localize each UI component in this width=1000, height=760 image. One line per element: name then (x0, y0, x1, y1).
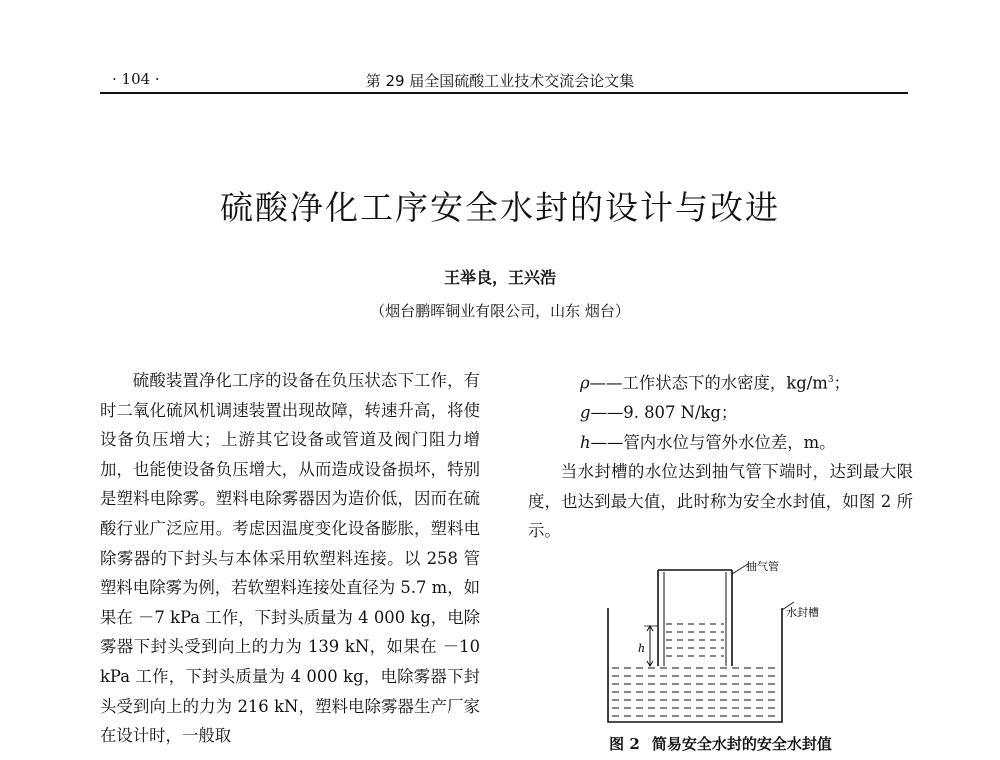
symbol-desc: ——9. 807 N/kg； (590, 403, 738, 423)
figure-number: 图 2 (609, 735, 640, 753)
paper-affiliation: （烟台鹏晖铜业有限公司，山东 烟台） (370, 302, 630, 320)
paper-title: 硫酸净化工序安全水封的设计与改进 (220, 188, 780, 227)
water-in-pipe (666, 624, 724, 656)
symbol-desc: ——管内水位与管外水位差，m。 (590, 432, 836, 452)
symbol-definition-g (528, 398, 913, 428)
water-in-tank (612, 668, 778, 716)
body-paragraph: 当水封槽的水位达到抽气管下端时，达到最大限度，也达到最大值，此时称为安全水封值，如图 2 所示。 (528, 462, 913, 541)
page-number: · 104 · (112, 70, 160, 88)
body-paragraph: 硫酸装置净化工序的设备在负压状态下工作，有时二氧化硫风机调速装置出现故障，转速升高，将使设备负压增大；上游其它设备或管道及阀门阻力增加，也能使设备负压增大，从而造成设备损坏，特别是塑料电除雾。塑料电除雾器因为造价低，因而在硫酸行业广泛应用。考虑因温度变化设备膨胀，塑料电除雾器的下封头与本体采用软塑料连接。以 258 管塑料电除雾为例，若软塑料连接处直径为 5.7 m，如果在 －7 kPa 工作，下封头质量为 4 000 kg，电除雾器下封头受到向上的力为 139 kN，如果在 －10 kPa 工作，下封头质量为 4 000 kg，电除雾器下封头受到向上的力为 216 kN，塑料电除雾器生产厂家在设计时，一般取 (100, 371, 480, 746)
symbol-definition-rho (528, 366, 913, 398)
tank-label: 水封槽 (786, 606, 819, 619)
right-column (528, 366, 913, 546)
symbol-definition-h (528, 428, 913, 458)
symbol-desc: ——工作状态下的水密度，kg/m (589, 373, 828, 393)
water-seal-diagram (600, 560, 820, 730)
symbol: ρ (580, 373, 590, 393)
paper-authors: 王举良，王兴浩 (443, 268, 556, 287)
symbol-tail: ； (833, 373, 850, 393)
symbol: g (580, 403, 591, 423)
header-rule (100, 92, 908, 94)
proceedings-title: 第 29 届全国硫酸工业技术交流会论文集 (365, 72, 635, 90)
h-label: h (638, 642, 646, 655)
pipe-label: 抽气管 (746, 560, 779, 573)
tank-outline (608, 608, 782, 722)
figure-caption-text: 简易安全水封的安全水封值 (651, 735, 832, 753)
left-column (100, 366, 480, 751)
symbol: h (580, 432, 591, 452)
symbol-sup: 3 (827, 375, 834, 385)
figure-caption (528, 733, 913, 754)
